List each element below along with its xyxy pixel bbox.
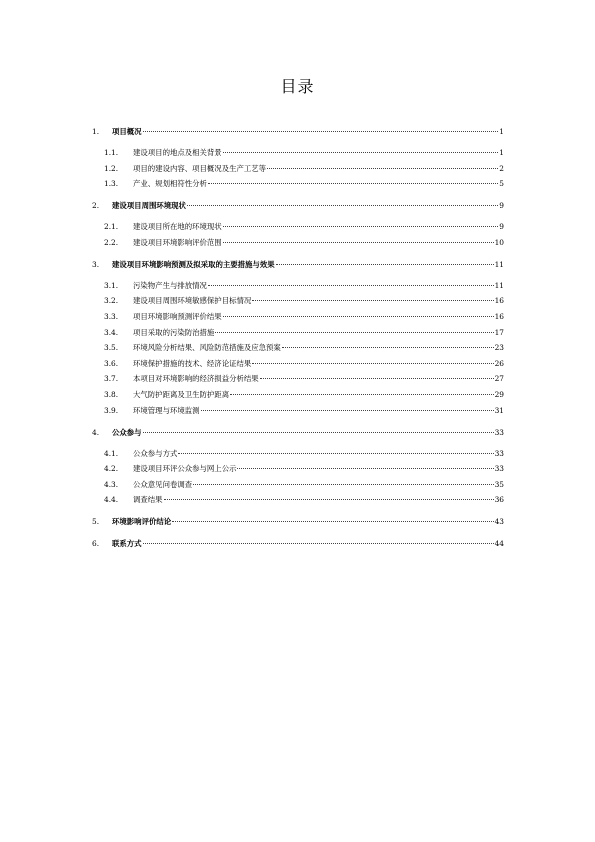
toc-entry-page-number: 26 xyxy=(494,358,504,368)
toc-chapter-entry[interactable] xyxy=(92,201,504,211)
toc-entry-page-number: 10 xyxy=(494,237,504,247)
toc-dot-leader xyxy=(201,410,494,411)
toc-entry-title: 公众意见问卷调查 xyxy=(133,479,193,489)
toc-entry-title: 建设项目环境影响预测及拟采取的主要措施与效果 xyxy=(112,259,275,269)
toc-entry-title: 建设项目周围环境敏感保护目标情况 xyxy=(133,296,252,306)
toc-entry-page-number: 43 xyxy=(494,517,504,527)
toc-dot-leader xyxy=(252,300,493,301)
toc-entry-page-number: 33 xyxy=(494,427,504,437)
toc-dot-leader xyxy=(178,453,493,454)
toc-entry-number: 3. xyxy=(92,259,100,269)
toc-entry-number: 3.7. xyxy=(104,374,119,384)
toc-entry-page-number: 5 xyxy=(499,179,504,189)
toc-entry-number: 4.1. xyxy=(104,448,119,458)
toc-entry-page-number: 29 xyxy=(494,390,504,399)
toc-entry-page-number: 9 xyxy=(499,201,504,211)
toc-title: 目录 xyxy=(280,77,315,96)
toc-section-entry[interactable] xyxy=(104,328,504,338)
toc-entry-number: 3.2. xyxy=(104,296,119,306)
toc-section-entry[interactable] xyxy=(104,238,504,248)
toc-entry-number: 4. xyxy=(92,427,100,437)
toc-entry-title: 本项目对环境影响的经济损益分析结果 xyxy=(133,374,259,384)
toc-entry-number: 4.4. xyxy=(104,495,119,505)
toc-chapter-entry[interactable] xyxy=(92,539,504,549)
toc-section-entry[interactable] xyxy=(104,390,504,400)
toc-entry-number: 3.4. xyxy=(104,327,119,337)
toc-entry-number: 3.6. xyxy=(104,358,119,368)
toc-section-entry[interactable] xyxy=(104,495,504,505)
toc-dot-leader xyxy=(223,242,494,243)
toc-entry-title: 公众参与方式 xyxy=(133,448,178,458)
toc-entry-number: 5. xyxy=(92,517,100,527)
toc-entry-page-number: 44 xyxy=(494,539,504,549)
toc-section-entry[interactable] xyxy=(104,164,504,174)
toc-entry-page-number: 1 xyxy=(499,127,504,136)
toc-dot-leader xyxy=(237,468,493,469)
toc-entry-number: 3.3. xyxy=(104,312,119,321)
toc-dot-leader xyxy=(172,521,493,522)
toc-dot-leader xyxy=(193,484,493,485)
toc-dot-leader xyxy=(230,394,494,395)
toc-entry-page-number: 9 xyxy=(499,222,504,232)
toc-entry-page-number: 2 xyxy=(499,163,504,173)
toc-entry-number: 2. xyxy=(92,201,100,211)
toc-entry-page-number: 1 xyxy=(499,148,504,157)
toc-entry-number: 2.1. xyxy=(104,222,119,232)
toc-entry-number: 3.5. xyxy=(104,343,119,353)
toc-dot-leader xyxy=(164,499,494,500)
toc-entry-page-number: 23 xyxy=(494,343,504,353)
toc-dot-leader xyxy=(143,432,494,433)
toc-entry-page-number: 16 xyxy=(494,312,504,321)
toc-chapter-entry[interactable] xyxy=(92,127,504,137)
toc-section-entry[interactable] xyxy=(104,374,504,384)
toc-entry-number: 1. xyxy=(92,127,100,136)
toc-entry-title: 建设项目环评公众参与网上公示 xyxy=(133,464,237,474)
toc-entry-title: 环境影响评价结论 xyxy=(112,517,172,527)
toc-entry-page-number: 11 xyxy=(494,259,504,269)
toc-entry-page-number: 31 xyxy=(494,405,504,415)
toc-entry-title: 建设项目周围环境现状 xyxy=(112,201,186,211)
toc-section-entry[interactable] xyxy=(104,148,504,158)
toc-entry-number: 3.8. xyxy=(104,390,119,399)
toc-entry-title: 公众参与 xyxy=(112,427,142,437)
toc-section-entry[interactable] xyxy=(104,449,504,459)
toc-section-entry[interactable] xyxy=(104,179,504,189)
toc-entry-title: 大气防护距离及卫生防护距离 xyxy=(133,390,230,399)
toc-entry-number: 4.3. xyxy=(104,479,119,489)
toc-dot-leader xyxy=(223,226,499,227)
toc-entry-number: 3.1. xyxy=(104,280,119,290)
toc-entry-page-number: 33 xyxy=(494,464,504,474)
toc-dot-leader xyxy=(260,378,494,379)
toc-dot-leader xyxy=(208,183,498,184)
toc-entry-title: 环境保护措施的技术、经济论证结果 xyxy=(133,358,252,368)
toc-entry-title: 项目环境影响预测评价结果 xyxy=(133,312,222,321)
toc-section-entry[interactable] xyxy=(104,343,504,353)
toc-entry-title: 建设项目所在地的环境现状 xyxy=(133,222,222,232)
toc-section-entry[interactable] xyxy=(104,296,504,306)
toc-entry-title: 联系方式 xyxy=(112,539,142,549)
toc-section-entry[interactable] xyxy=(104,312,504,322)
toc-section-entry[interactable] xyxy=(104,464,504,474)
toc-entry-page-number: 17 xyxy=(494,327,504,337)
toc-entry-page-number: 33 xyxy=(494,448,504,458)
toc-dot-leader xyxy=(223,152,499,153)
toc-entry-page-number: 27 xyxy=(494,374,504,384)
toc-entry-page-number: 35 xyxy=(494,479,504,489)
toc-entry-title: 调查结果 xyxy=(133,495,163,505)
toc-entry-title: 环境风险分析结果、风险防范措施及应急预案 xyxy=(133,343,281,353)
toc-entry-number: 3.9. xyxy=(104,405,119,415)
toc-section-entry[interactable] xyxy=(104,406,504,416)
toc-dot-leader xyxy=(267,168,498,169)
toc-entry-title: 产业、规划相符性分析 xyxy=(133,179,207,189)
toc-entry-title: 环境管理与环境监测 xyxy=(133,405,200,415)
toc-entry-title: 项目采取的污染防治措施 xyxy=(133,327,215,337)
toc-entry-title: 污染物产生与排放情况 xyxy=(133,280,207,290)
toc-entry-number: 6. xyxy=(92,539,100,549)
toc-entry-number: 2.2. xyxy=(104,237,119,247)
toc-dot-leader xyxy=(208,285,494,286)
toc-section-entry[interactable] xyxy=(104,480,504,490)
toc-dot-leader xyxy=(223,316,494,317)
toc-section-entry[interactable] xyxy=(104,281,504,291)
toc-dot-leader xyxy=(143,543,494,544)
toc-entry-number: 1.1. xyxy=(104,148,119,157)
toc-entry-number: 4.2. xyxy=(104,464,119,474)
toc-entry-page-number: 16 xyxy=(494,296,504,306)
toc-entry-number: 1.2. xyxy=(104,163,119,173)
toc-chapter-entry[interactable] xyxy=(92,517,504,527)
toc-dot-leader xyxy=(143,131,499,132)
toc-entry-page-number: 11 xyxy=(494,280,504,290)
toc-entry-title: 项目概况 xyxy=(112,127,142,136)
toc-dot-leader xyxy=(282,347,494,348)
toc-chapter-entry[interactable] xyxy=(92,260,504,270)
toc-section-entry[interactable] xyxy=(104,222,504,232)
toc-dot-leader xyxy=(252,363,493,364)
toc-chapter-entry[interactable] xyxy=(92,428,504,438)
toc-dot-leader xyxy=(215,332,493,333)
toc-entry-title: 项目的建设内容、项目概况及生产工艺等 xyxy=(133,163,267,173)
toc-dot-leader xyxy=(187,205,498,206)
toc-entry-title: 建设项目环境影响评价范围 xyxy=(133,237,222,247)
toc-dot-leader xyxy=(276,264,494,265)
toc-entry-title: 建设项目的地点及相关背景 xyxy=(133,148,222,157)
toc-section-entry[interactable] xyxy=(104,359,504,369)
toc-entry-number: 1.3. xyxy=(104,179,119,189)
toc-entry-page-number: 36 xyxy=(494,495,504,505)
